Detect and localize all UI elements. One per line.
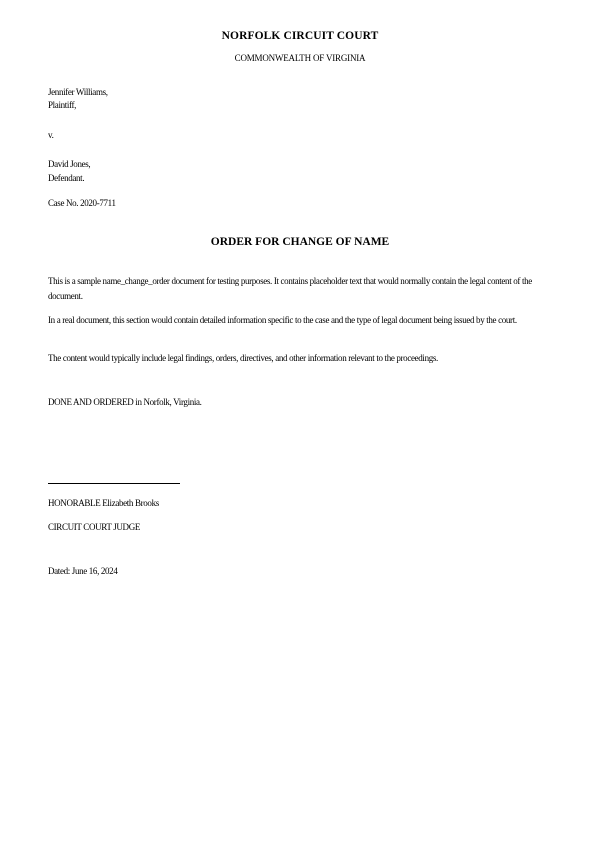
body-paragraph-1: This is a sample name_change_order document for testing purposes. It contains placeholder text that would normally contain the legal content of the document. [48, 276, 532, 301]
document-title: ORDER FOR CHANGE OF NAME [210, 236, 390, 248]
case-number: Case No. 2020-7711 [48, 198, 116, 208]
defendant-name: David Jones, [48, 159, 91, 169]
dated: Dated: June 16, 2024 [48, 566, 118, 576]
done-and-ordered: DONE AND ORDERED in Norfolk, Virginia. [48, 397, 202, 407]
judge-name: HONORABLE Elizabeth Brooks [48, 498, 159, 508]
court-name: NORFOLK CIRCUIT COURT [221, 30, 379, 42]
body-paragraph-3: The content would typically include legal findings, orders, directives, and other information relevant to the proceedings. [48, 353, 438, 363]
plaintiff-role: Plaintiff, [48, 100, 77, 110]
jurisdiction: COMMONWEALTH OF VIRGINIA [234, 53, 366, 63]
plaintiff-name: Jennifer Williams, [48, 87, 108, 97]
body-paragraph-2: In a real document, this section would contain detailed information specific to the case and the type of legal document being issued by the court. [48, 315, 517, 325]
signature-line [48, 483, 180, 484]
defendant-role: Defendant. [48, 173, 85, 183]
versus: v. [48, 130, 54, 140]
judge-title: CIRCUIT COURT JUDGE [48, 522, 140, 532]
